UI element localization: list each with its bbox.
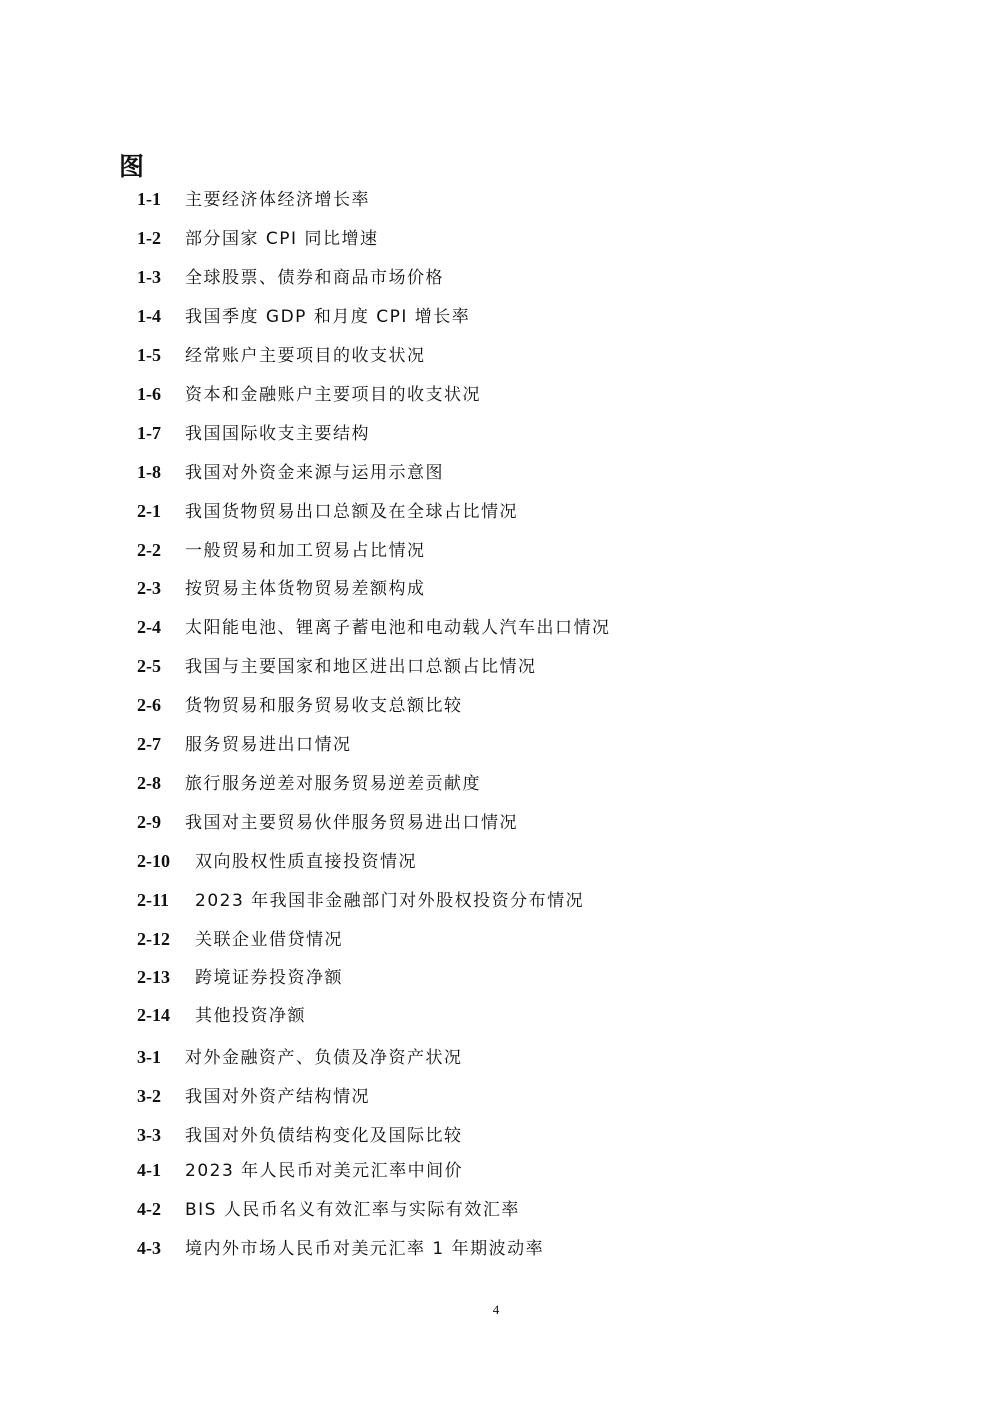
figure-title: 经常账户主要项目的收支状况 bbox=[185, 346, 426, 366]
figure-number: 1-7 bbox=[137, 423, 161, 443]
figure-number: 2-12 bbox=[137, 929, 170, 949]
figure-title: 我国对主要贸易伙伴服务贸易进出口情况 bbox=[185, 813, 518, 833]
figure-number: 1-1 bbox=[137, 189, 161, 209]
figure-title: 境内外市场人民币对美元汇率 1 年期波动率 bbox=[185, 1239, 545, 1259]
list-item bbox=[137, 653, 537, 679]
figure-title: 一般贸易和加工贸易占比情况 bbox=[185, 541, 426, 561]
list-item bbox=[137, 1044, 463, 1070]
list-item bbox=[137, 809, 518, 835]
list-item bbox=[137, 1002, 306, 1028]
figure-number: 1-5 bbox=[137, 345, 161, 365]
list-item bbox=[137, 1235, 544, 1261]
list-item bbox=[137, 1122, 463, 1148]
figure-title: 对外金融资产、负债及净资产状况 bbox=[185, 1048, 463, 1068]
figure-number: 1-6 bbox=[137, 384, 161, 404]
figure-title: 2023 年人民币对美元汇率中间价 bbox=[185, 1161, 464, 1181]
list-item bbox=[137, 186, 370, 212]
list-item bbox=[137, 537, 426, 563]
figure-number: 2-1 bbox=[137, 501, 161, 521]
figure-number: 1-3 bbox=[137, 267, 161, 287]
figure-title: 太阳能电池、锂离子蓄电池和电动载人汽车出口情况 bbox=[185, 618, 611, 638]
figure-title: 部分国家 CPI 同比增速 bbox=[185, 229, 379, 249]
figure-number: 2-8 bbox=[137, 773, 161, 793]
section-title: 图 bbox=[119, 152, 145, 181]
figure-number: 1-2 bbox=[137, 228, 161, 248]
figure-title: 我国国际收支主要结构 bbox=[185, 424, 370, 444]
figure-number: 3-3 bbox=[137, 1125, 161, 1145]
figure-title: BIS 人民币名义有效汇率与实际有效汇率 bbox=[185, 1200, 520, 1220]
figure-title: 其他投资净额 bbox=[195, 1006, 306, 1026]
figure-title: 资本和金融账户主要项目的收支状况 bbox=[185, 385, 481, 405]
list-item bbox=[137, 342, 426, 368]
figure-number: 1-8 bbox=[137, 462, 161, 482]
list-item bbox=[137, 381, 481, 407]
figure-title: 全球股票、债券和商品市场价格 bbox=[185, 268, 444, 288]
figure-number: 3-1 bbox=[137, 1047, 161, 1067]
figure-title: 我国对外负债结构变化及国际比较 bbox=[185, 1126, 463, 1146]
list-item bbox=[137, 225, 378, 251]
figure-number: 3-2 bbox=[137, 1086, 161, 1106]
figure-number: 4-3 bbox=[137, 1238, 161, 1258]
figure-title: 关联企业借贷情况 bbox=[195, 930, 343, 950]
figure-number: 1-4 bbox=[137, 306, 161, 326]
figure-number: 4-1 bbox=[137, 1160, 161, 1180]
figure-title: 我国与主要国家和地区进出口总额占比情况 bbox=[185, 657, 537, 677]
figure-title: 服务贸易进出口情况 bbox=[185, 735, 352, 755]
figure-title: 主要经济体经济增长率 bbox=[185, 190, 370, 210]
figure-title: 我国对外资产结构情况 bbox=[185, 1087, 370, 1107]
figure-number: 4-2 bbox=[137, 1199, 161, 1219]
figure-number: 2-13 bbox=[137, 967, 170, 987]
list-item bbox=[137, 1157, 463, 1183]
figure-title: 按贸易主体货物贸易差额构成 bbox=[185, 579, 426, 599]
list-item bbox=[137, 264, 444, 290]
list-item bbox=[137, 614, 611, 640]
list-item bbox=[137, 848, 417, 874]
list-item bbox=[137, 459, 444, 485]
list-item bbox=[137, 770, 481, 796]
list-item bbox=[137, 731, 352, 757]
figure-number: 2-11 bbox=[137, 890, 170, 910]
figure-title: 我国货物贸易出口总额及在全球占比情况 bbox=[185, 502, 518, 522]
figure-title: 旅行服务逆差对服务贸易逆差贡献度 bbox=[185, 774, 481, 794]
figure-title: 货物贸易和服务贸易收支总额比较 bbox=[185, 696, 463, 716]
figure-number: 2-9 bbox=[137, 812, 161, 832]
page-number: 4 bbox=[492, 1302, 500, 1317]
figure-number: 2-5 bbox=[137, 656, 161, 676]
list-item bbox=[137, 498, 518, 524]
list-item bbox=[137, 887, 584, 913]
list-item bbox=[137, 420, 370, 446]
figure-number: 2-7 bbox=[137, 734, 161, 754]
list-item bbox=[137, 1083, 370, 1109]
figure-number: 2-6 bbox=[137, 695, 161, 715]
list-item bbox=[137, 926, 343, 952]
figure-number: 2-10 bbox=[137, 851, 170, 871]
figure-title: 2023 年我国非金融部门对外股权投资分布情况 bbox=[195, 891, 585, 911]
list-item bbox=[137, 575, 426, 601]
figure-title: 双向股权性质直接投资情况 bbox=[195, 852, 417, 872]
figure-number: 2-2 bbox=[137, 540, 161, 560]
list-item bbox=[137, 303, 470, 329]
figure-number: 2-14 bbox=[137, 1005, 170, 1025]
list-item bbox=[137, 692, 463, 718]
figure-title: 跨境证券投资净额 bbox=[195, 968, 343, 988]
figure-title: 我国季度 GDP 和月度 CPI 增长率 bbox=[185, 307, 471, 327]
list-item bbox=[137, 964, 343, 990]
list-item bbox=[137, 1196, 520, 1222]
figure-title: 我国对外资金来源与运用示意图 bbox=[185, 463, 444, 483]
figure-number: 2-3 bbox=[137, 578, 161, 598]
figure-number: 2-4 bbox=[137, 617, 161, 637]
